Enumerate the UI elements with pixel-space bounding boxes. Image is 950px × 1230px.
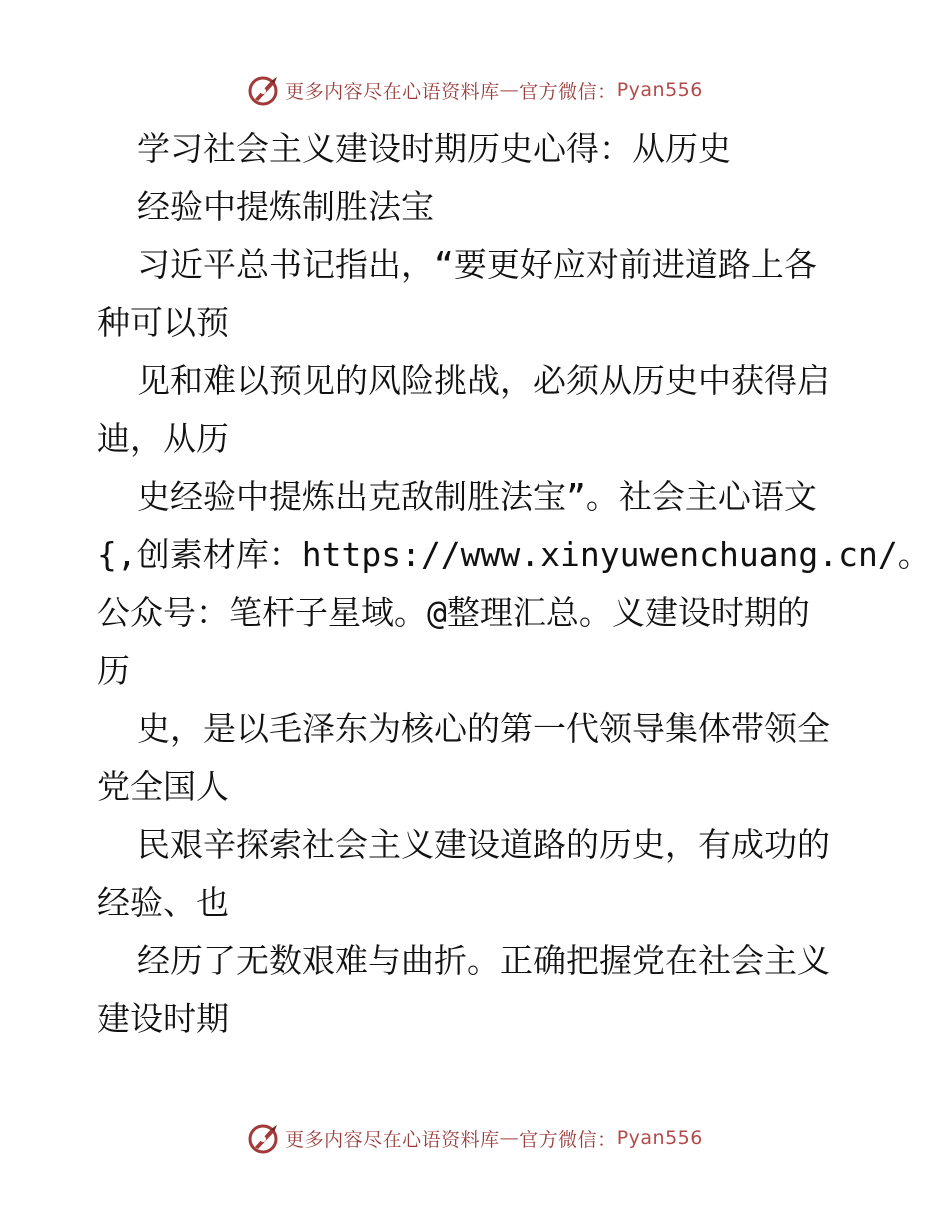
body-line: 史经验中提炼出克敌制胜法宝”。社会主心语文: [137, 477, 817, 516]
header-watermark-banner: [0, 70, 950, 110]
body-line: 经验中提炼制胜法宝: [137, 187, 434, 226]
body-line: 公众号：笔杆子星域。@整理汇总。义建设时期的: [97, 593, 810, 632]
body-line: 历: [97, 651, 130, 690]
body-line: 建设时期: [97, 999, 229, 1038]
footer-banner-text: 更多内容尽在心语资料库: [285, 1128, 500, 1151]
body-line: 民艰辛探索社会主义建设道路的历史，有成功的: [137, 825, 830, 864]
body-line: {,创素材库：https://www.xinyuwenchuang.cn/。: [97, 535, 931, 574]
header-banner-separator: —: [499, 79, 520, 101]
document-body: [97, 120, 931, 1048]
footer-wechat-account: Pyan556: [616, 1127, 703, 1149]
quill-logo-icon: [247, 1121, 281, 1155]
body-line: 种可以预: [97, 303, 229, 342]
body-line: 经历了无数艰难与曲折。正确把握党在社会主义: [137, 941, 830, 980]
body-line: 党全国人: [97, 767, 229, 806]
header-wechat-account: Pyan556: [616, 79, 703, 101]
header-wechat-label: 官方微信：: [519, 80, 617, 103]
body-line: 经验、也: [97, 883, 229, 922]
quill-logo-icon: [247, 73, 281, 107]
body-line: 学习社会主义建设时期历史心得：从历史: [137, 129, 731, 168]
footer-banner-separator: —: [499, 1127, 520, 1149]
footer-watermark-banner: [0, 1118, 950, 1158]
header-banner-text: 更多内容尽在心语资料库: [285, 80, 500, 103]
footer-wechat-label: 官方微信：: [519, 1128, 617, 1151]
body-line: 习近平总书记指出，“要更好应对前进道路上各: [137, 245, 817, 284]
body-line: 史，是以毛泽东为核心的第一代领导集体带领全: [137, 709, 830, 748]
body-line: 见和难以预见的风险挑战，必须从历史中获得启: [137, 361, 830, 400]
body-line: 迪，从历: [97, 419, 229, 458]
